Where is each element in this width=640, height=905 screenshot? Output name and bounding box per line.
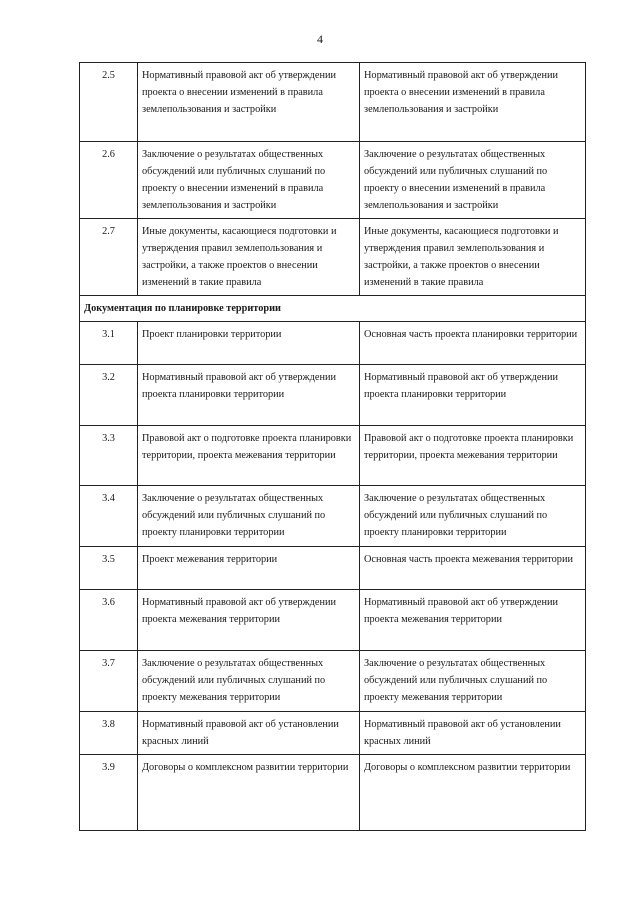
row-number: 3.8: [80, 712, 138, 755]
table-row: [80, 142, 586, 219]
document-name: Заключение о результатах общественных обсуждений или публичных слушаний по проекту межевания территории: [138, 651, 360, 712]
document-content: Заключение о результатах общественных обсуждений или публичных слушаний по проекту межевания территории: [360, 651, 586, 712]
document-content: Заключение о результатах общественных обсуждений или публичных слушаний по проекту планировки территории: [360, 486, 586, 547]
document-content: Договоры о комплексном развитии территории: [360, 755, 586, 831]
document-content: Основная часть проекта планировки территории: [360, 322, 586, 365]
table-row: [80, 63, 586, 142]
document-name: Нормативный правовой акт об утверждении проекта планировки территории: [138, 365, 360, 426]
document-name: Договоры о комплексном развитии территории: [138, 755, 360, 831]
document-content: Иные документы, касающиеся подготовки и утверждения правил землепользования и застройки, а также проектов о внесении изменений в такие правила: [360, 219, 586, 296]
document-content: Основная часть проекта межевания территории: [360, 547, 586, 590]
section-title: Документация по планировке территории: [80, 296, 586, 322]
section-header-row: [80, 296, 586, 322]
document-name: Нормативный правовой акт об утверждении проекта межевания территории: [138, 590, 360, 651]
table-row: [80, 322, 586, 365]
document-name: Нормативный правовой акт об установлении красных линий: [138, 712, 360, 755]
row-number: 2.5: [80, 63, 138, 142]
table-row: [80, 365, 586, 426]
document-name: Проект межевания территории: [138, 547, 360, 590]
table-row: [80, 486, 586, 547]
document-content: Нормативный правовой акт об утверждении проекта о внесении изменений в правила землепользования и застройки: [360, 63, 586, 142]
row-number: 3.2: [80, 365, 138, 426]
table-row: [80, 590, 586, 651]
table-row: [80, 219, 586, 296]
document-name: Правовой акт о подготовке проекта планировки территории, проекта межевания территории: [138, 426, 360, 486]
document-content: Нормативный правовой акт об утверждении проекта межевания территории: [360, 590, 586, 651]
document-name: Заключение о результатах общественных обсуждений или публичных слушаний по проекту о внесении изменений в правила землепользования и застройки: [138, 142, 360, 219]
row-number: 3.4: [80, 486, 138, 547]
row-number: 2.7: [80, 219, 138, 296]
row-number: 2.6: [80, 142, 138, 219]
page-number: 4: [317, 32, 323, 46]
table-row: [80, 712, 586, 755]
row-number: 3.5: [80, 547, 138, 590]
document-name: Иные документы, касающиеся подготовки и утверждения правил землепользования и застройки, а также проектов о внесении изменений в такие правила: [138, 219, 360, 296]
table-row: [80, 755, 586, 831]
row-number: 3.1: [80, 322, 138, 365]
row-number: 3.9: [80, 755, 138, 831]
table-row: [80, 651, 586, 712]
document-content: Заключение о результатах общественных обсуждений или публичных слушаний по проекту о внесении изменений в правила землепользования и застройки: [360, 142, 586, 219]
row-number: 3.3: [80, 426, 138, 486]
document-name: Нормативный правовой акт об утверждении проекта о внесении изменений в правила землепользования и застройки: [138, 63, 360, 142]
documents-table: [79, 62, 586, 831]
document-name: Проект планировки территории: [138, 322, 360, 365]
row-number: 3.6: [80, 590, 138, 651]
row-number: 3.7: [80, 651, 138, 712]
document-content: Нормативный правовой акт об утверждении проекта планировки территории: [360, 365, 586, 426]
table-row: [80, 547, 586, 590]
document-content: Правовой акт о подготовке проекта планировки территории, проекта межевания территории: [360, 426, 586, 486]
table-row: [80, 426, 586, 486]
document-content: Нормативный правовой акт об установлении красных линий: [360, 712, 586, 755]
document-name: Заключение о результатах общественных обсуждений или публичных слушаний по проекту планировки территории: [138, 486, 360, 547]
